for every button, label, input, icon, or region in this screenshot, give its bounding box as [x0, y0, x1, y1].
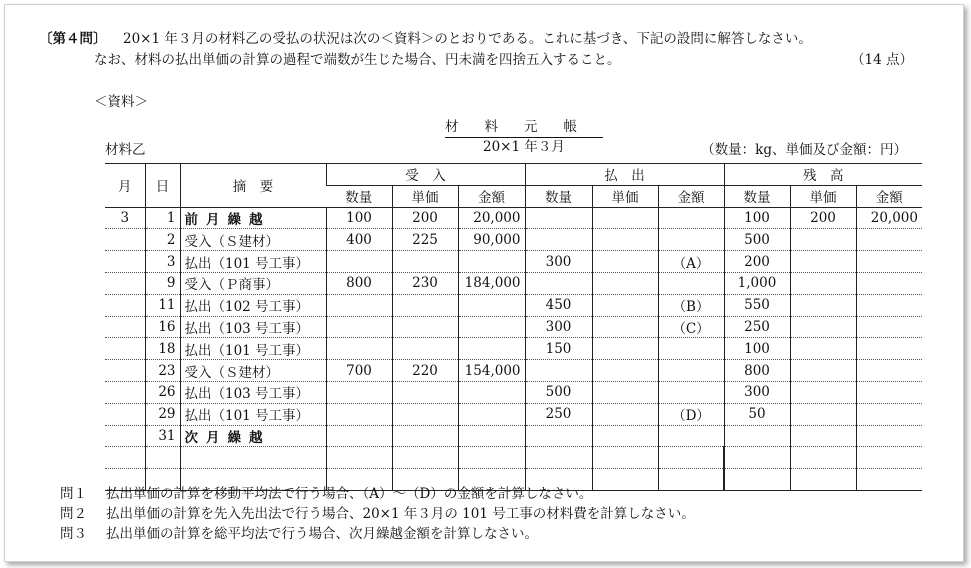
cell-receipt-price: [392, 381, 458, 403]
cell-issue-price: [592, 425, 658, 447]
cell-summary: 払出（103 号工事）: [180, 316, 326, 338]
cell-receipt-price: 230: [392, 272, 458, 294]
cell-receipt-qty: [326, 251, 392, 273]
cell-balance-price: [790, 229, 856, 251]
table-row: [105, 207, 922, 229]
cell-summary: [180, 447, 326, 469]
cell-balance-price: 200: [790, 207, 856, 229]
cell-receipt-amount: 184,000: [458, 272, 525, 294]
cell-balance-qty: 550: [724, 294, 790, 316]
header-receipt-qty: 数量: [326, 185, 392, 207]
cell-balance-qty: [724, 469, 790, 491]
question-2-text: 払出単価の計算を先入先出法で行う場合、20×1 年３月の 101 号工事の材料費を計算しなさい。: [106, 506, 695, 522]
cell-month: [105, 229, 145, 251]
cell-summary: 受入（Ｐ商事）: [180, 272, 326, 294]
cell-balance-qty: 200: [724, 251, 790, 273]
cell-issue-qty: 300: [525, 316, 592, 338]
cell-balance-amount: [856, 338, 922, 360]
reference-heading: ＜資料＞: [94, 94, 148, 110]
header-issue-amount: 金額: [658, 185, 724, 207]
material-ledger-table: [105, 163, 922, 491]
cell-issue-qty: [525, 207, 592, 229]
table-row: [105, 381, 922, 403]
cell-receipt-amount: [458, 447, 525, 469]
cell-month: [105, 272, 145, 294]
cell-receipt-qty: [326, 425, 392, 447]
header-issue-price: 単価: [592, 185, 658, 207]
cell-month: [105, 425, 145, 447]
cell-balance-qty: 1,000: [724, 272, 790, 294]
cell-receipt-amount: [458, 338, 525, 360]
cell-month: [105, 447, 145, 469]
cell-balance-price: [790, 425, 856, 447]
cell-receipt-price: 200: [392, 207, 458, 229]
question-1-label: 問１: [60, 486, 87, 502]
cell-receipt-price: [392, 251, 458, 273]
cell-receipt-qty: [326, 316, 392, 338]
cell-issue-qty: [525, 447, 592, 469]
table-row: [105, 251, 922, 273]
cell-receipt-amount: 90,000: [458, 229, 525, 251]
cell-receipt-price: [392, 403, 458, 425]
cell-receipt-amount: [458, 251, 525, 273]
table-row: [105, 338, 922, 360]
cell-balance-amount: [856, 294, 922, 316]
cell-balance-amount: [856, 272, 922, 294]
problem-points: （14 点）: [851, 52, 913, 68]
table-row: [105, 425, 922, 447]
cell-balance-amount: [856, 316, 922, 338]
cell-balance-price: [790, 360, 856, 382]
cell-balance-qty: 800: [724, 360, 790, 382]
cell-receipt-price: [392, 425, 458, 447]
cell-month: [105, 381, 145, 403]
document-page: [4, 4, 964, 562]
cell-balance-qty: 100: [724, 338, 790, 360]
cell-day: 9: [145, 272, 180, 294]
cell-day: [145, 447, 180, 469]
header-receipt-price: 単価: [392, 185, 458, 207]
cell-balance-price: [790, 294, 856, 316]
table-row: [105, 229, 922, 251]
cell-summary: 前月繰越: [180, 207, 326, 229]
cell-month: [105, 360, 145, 382]
cell-balance-qty: 100: [724, 207, 790, 229]
cell-issue-amount: [658, 381, 724, 403]
cell-balance-amount: [856, 251, 922, 273]
cell-issue-qty: 150: [525, 338, 592, 360]
question-2-label: 問２: [60, 506, 87, 522]
cell-issue-price: [592, 360, 658, 382]
header-receipt: 受 入: [326, 164, 525, 186]
cell-issue-qty: 500: [525, 381, 592, 403]
cell-receipt-amount: 20,000: [458, 207, 525, 229]
cell-balance-qty: 300: [724, 381, 790, 403]
cell-receipt-qty: 100: [326, 207, 392, 229]
cell-receipt-price: [392, 338, 458, 360]
question-2: [60, 506, 695, 523]
cell-issue-amount: [658, 229, 724, 251]
question-1: [60, 486, 592, 503]
cell-month: [105, 251, 145, 273]
cell-balance-amount: [856, 381, 922, 403]
cell-balance-price: [790, 381, 856, 403]
cell-receipt-qty: 800: [326, 272, 392, 294]
cell-balance-amount: [856, 425, 922, 447]
cell-issue-price: [592, 403, 658, 425]
cell-day: 16: [145, 316, 180, 338]
header-issue-qty: 数量: [525, 185, 592, 207]
cell-issue-price: [592, 229, 658, 251]
cell-issue-price: [592, 207, 658, 229]
table-row: [105, 316, 922, 338]
cell-issue-price: [592, 447, 658, 469]
header-balance-price: 単価: [790, 185, 856, 207]
cell-summary: 払出（103 号工事）: [180, 381, 326, 403]
cell-receipt-qty: [326, 403, 392, 425]
cell-summary: 払出（101 号工事）: [180, 338, 326, 360]
cell-issue-price: [592, 294, 658, 316]
cell-summary: 払出（101 号工事）: [180, 403, 326, 425]
cell-issue-amount: [658, 207, 724, 229]
cell-month: [105, 294, 145, 316]
cell-balance-price: [790, 251, 856, 273]
cell-month: [105, 338, 145, 360]
cell-day: 18: [145, 338, 180, 360]
cell-balance-amount: [856, 229, 922, 251]
cell-receipt-amount: [458, 403, 525, 425]
header-receipt-amount: 金額: [458, 185, 525, 207]
cell-receipt-amount: [458, 425, 525, 447]
problem-label: 〔第４問〕: [39, 31, 107, 47]
header-summary: 摘 要: [180, 164, 326, 208]
cell-issue-qty: [525, 229, 592, 251]
cell-issue-qty: 450: [525, 294, 592, 316]
problem-statement-line2: なお、材料の払出単価の計算の過程で端数が生じた場合、円未満を四捨五入すること。: [94, 52, 621, 68]
table-row: [105, 360, 922, 382]
cell-issue-qty: 250: [525, 403, 592, 425]
cell-summary: 払出（101 号工事）: [180, 251, 326, 273]
cell-issue-price: [592, 338, 658, 360]
header-month: 月: [105, 164, 145, 208]
cell-issue-amount: （A）: [658, 251, 724, 273]
cell-day: 3: [145, 251, 180, 273]
cell-issue-qty: [525, 272, 592, 294]
cell-summary: 受入（Ｓ建材）: [180, 229, 326, 251]
cell-receipt-amount: [458, 381, 525, 403]
cell-issue-qty: [525, 360, 592, 382]
header-balance-qty: 数量: [724, 185, 790, 207]
cell-receipt-price: [392, 447, 458, 469]
units-note: （数量：kg、単価及び金額：円）: [701, 142, 907, 158]
cell-day: 29: [145, 403, 180, 425]
table-row: [105, 272, 922, 294]
table-row: [105, 403, 922, 425]
question-3: [60, 526, 538, 543]
cell-issue-amount: [658, 425, 724, 447]
cell-receipt-qty: 400: [326, 229, 392, 251]
cell-day: 23: [145, 360, 180, 382]
cell-issue-amount: [658, 338, 724, 360]
header-day: 日: [145, 164, 180, 208]
cell-balance-price: [790, 272, 856, 294]
cell-balance-qty: 250: [724, 316, 790, 338]
cell-balance-amount: [856, 403, 922, 425]
cell-issue-amount: （B）: [658, 294, 724, 316]
cell-day: 2: [145, 229, 180, 251]
cell-balance-price: [790, 469, 856, 491]
cell-balance-price: [790, 447, 856, 469]
cell-issue-amount: [658, 469, 724, 491]
cell-balance-amount: 20,000: [856, 207, 922, 229]
cell-balance-amount: [856, 447, 922, 469]
cell-balance-amount: [856, 360, 922, 382]
cell-balance-price: [790, 403, 856, 425]
cell-day: 11: [145, 294, 180, 316]
header-balance: 残 高: [724, 164, 922, 186]
cell-receipt-qty: [326, 447, 392, 469]
cell-issue-amount: [658, 447, 724, 469]
cell-issue-amount: [658, 272, 724, 294]
cell-issue-qty: 300: [525, 251, 592, 273]
question-1-text: 払出単価の計算を移動平均法で行う場合、（A）～（D）の金額を計算しなさい。: [106, 486, 593, 502]
ledger-month: 20×1 年３月: [483, 139, 565, 155]
cell-receipt-price: 220: [392, 360, 458, 382]
table-row: [105, 294, 922, 316]
cell-month: 3: [105, 207, 145, 229]
cell-day: 1: [145, 207, 180, 229]
cell-issue-price: [592, 469, 658, 491]
cell-balance-price: [790, 338, 856, 360]
cell-summary: 次月繰越: [180, 425, 326, 447]
cell-balance-amount: [856, 469, 922, 491]
cell-issue-amount: （C）: [658, 316, 724, 338]
header-balance-amount: 金額: [856, 185, 922, 207]
material-name: 材料乙: [105, 142, 146, 158]
cell-issue-price: [592, 251, 658, 273]
problem-statement-line1: 20×1 年３月の材料乙の受払の状況は次の＜資料＞のとおりである。これに基づき、下記の設問に解答しなさい。: [123, 31, 812, 47]
cell-issue-price: [592, 381, 658, 403]
cell-receipt-qty: [326, 381, 392, 403]
cell-receipt-qty: 700: [326, 360, 392, 382]
cell-receipt-price: [392, 294, 458, 316]
cell-receipt-qty: [326, 294, 392, 316]
cell-issue-qty: [525, 425, 592, 447]
table-row: [105, 447, 922, 469]
cell-month: [105, 403, 145, 425]
cell-day: 31: [145, 425, 180, 447]
cell-summary: 払出（102 号工事）: [180, 294, 326, 316]
cell-balance-qty: [724, 447, 790, 469]
cell-issue-amount: （D）: [658, 403, 724, 425]
cell-balance-price: [790, 316, 856, 338]
cell-receipt-amount: 154,000: [458, 360, 525, 382]
cell-balance-qty: 50: [724, 403, 790, 425]
header-row-1: [105, 164, 922, 186]
cell-summary: 受入（Ｓ建材）: [180, 360, 326, 382]
cell-balance-qty: [724, 425, 790, 447]
cell-receipt-price: [392, 316, 458, 338]
cell-receipt-amount: [458, 294, 525, 316]
ledger-title: 材料元帳: [445, 119, 603, 138]
cell-issue-price: [592, 316, 658, 338]
cell-receipt-price: 225: [392, 229, 458, 251]
ledger-body: [105, 207, 922, 490]
cell-issue-price: [592, 272, 658, 294]
cell-day: 26: [145, 381, 180, 403]
question-3-label: 問３: [60, 526, 87, 542]
cell-receipt-amount: [458, 316, 525, 338]
question-3-text: 払出単価の計算を総平均法で行う場合、次月繰越金額を計算しなさい。: [106, 526, 538, 542]
cell-month: [105, 316, 145, 338]
cell-balance-qty: 500: [724, 229, 790, 251]
cell-issue-amount: [658, 360, 724, 382]
header-issue: 払 出: [525, 164, 724, 186]
cell-receipt-qty: [326, 338, 392, 360]
